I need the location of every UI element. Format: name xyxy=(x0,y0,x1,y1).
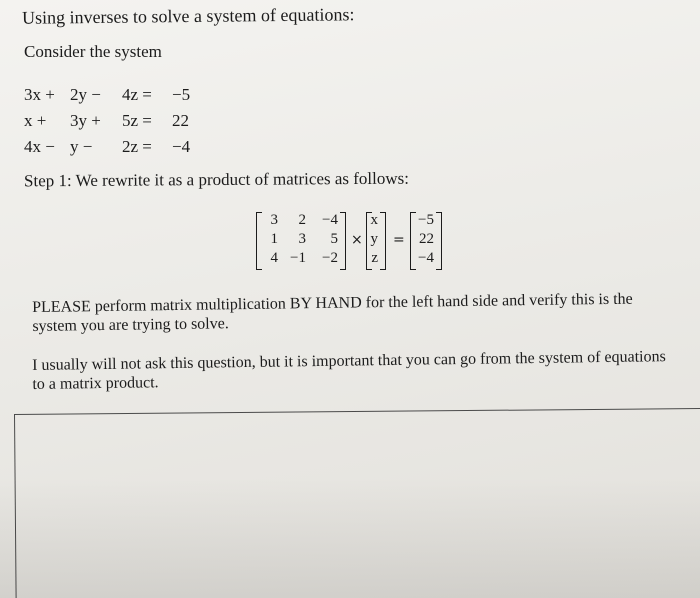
step-1-text: Step 1: We rewrite it as a product of matrices as follows: xyxy=(23,168,410,191)
rhs-value: 22 xyxy=(172,111,189,130)
equation-row-1 xyxy=(24,82,224,108)
equation-system xyxy=(24,82,224,160)
matrix-cell: 5 xyxy=(330,231,338,247)
constant-cell: −4 xyxy=(418,250,434,266)
right-bracket xyxy=(380,212,386,270)
answer-box[interactable] xyxy=(14,408,700,598)
term: 2z = xyxy=(122,137,152,156)
times-sign: × xyxy=(351,232,363,248)
constant-cell: 22 xyxy=(419,231,434,247)
note-text: I usually will not ask this question, but it is important that you can go from the system of equations to a matrix product. xyxy=(32,348,666,393)
term: 4x − xyxy=(24,137,55,156)
term: 5z = xyxy=(122,111,152,130)
variable-cell: x xyxy=(370,212,378,228)
variable-cell: y xyxy=(370,231,378,247)
constant-cell: −5 xyxy=(418,212,434,228)
matrix-cell: 2 xyxy=(298,212,306,228)
term: 4z = xyxy=(122,85,152,104)
matrix-cell: 1 xyxy=(270,231,278,247)
right-bracket xyxy=(436,212,442,270)
term: y − xyxy=(70,137,93,156)
equation-row-3 xyxy=(24,134,224,160)
instruction-text: PLEASE perform matrix multiplication BY HAND for the left hand side and verify this is the system you are trying to solve. xyxy=(32,290,633,335)
matrix-cell: −2 xyxy=(322,250,338,266)
intro-text: Consider the system xyxy=(24,42,162,61)
matrix-cell: 4 xyxy=(270,250,278,266)
term: 3x + xyxy=(24,85,55,104)
rhs-value: −4 xyxy=(172,137,191,156)
matrix-cell: 3 xyxy=(270,212,278,228)
matrix-cell: 3 xyxy=(298,231,306,247)
rhs-value: −5 xyxy=(172,85,191,104)
right-bracket xyxy=(340,212,346,270)
term: 3y + xyxy=(70,111,101,130)
term: x + xyxy=(24,111,47,130)
equals-sign: = xyxy=(393,232,405,248)
matrix-cell: −1 xyxy=(290,250,306,266)
matrix-cell: −4 xyxy=(322,212,338,228)
page-title: Using inverses to solve a system of equations: xyxy=(21,4,355,28)
matrix-equation xyxy=(256,210,476,272)
variable-cell: z xyxy=(371,250,378,266)
equation-row-2 xyxy=(24,108,224,134)
term: 2y − xyxy=(70,85,101,104)
